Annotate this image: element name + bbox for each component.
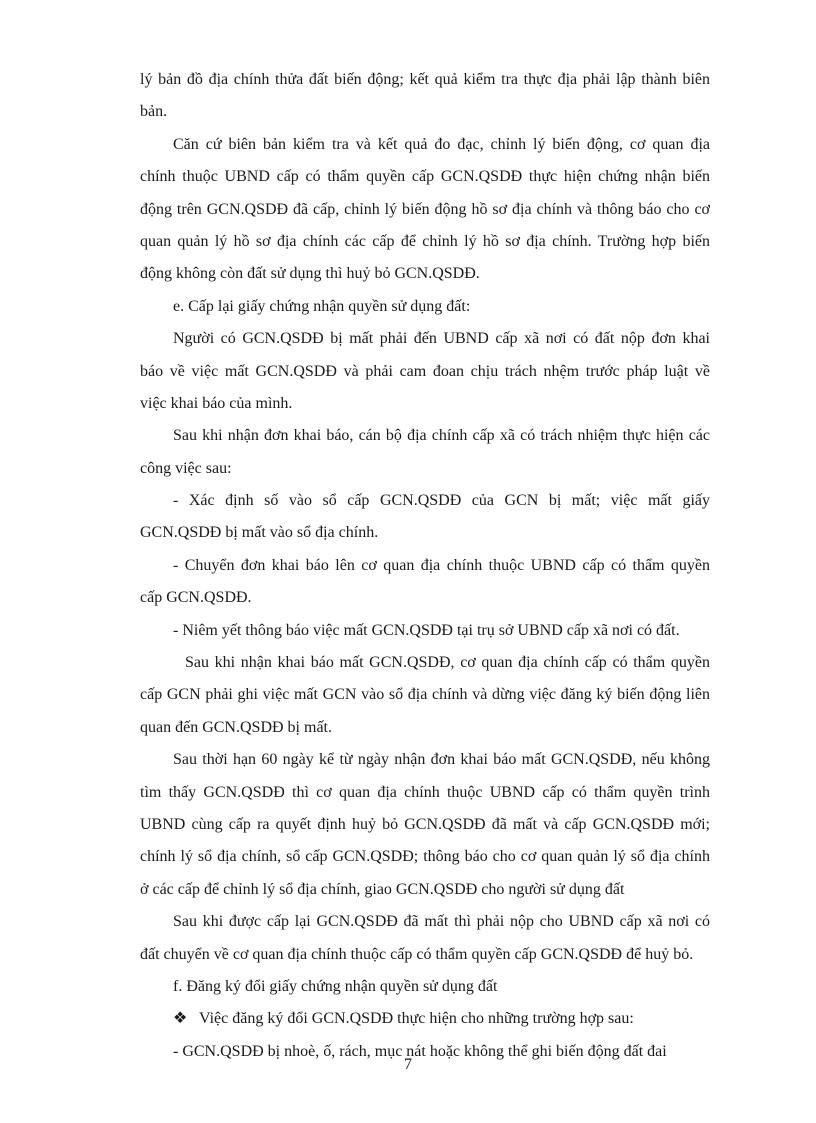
list-item-line: cấp GCN.QSDĐ. (140, 589, 252, 607)
paragraph-line: lý bản đồ địa chính thửa đất biến động; kết quả kiểm tra thực địa phải lập thành biên (140, 71, 710, 88)
paragraph-line: tìm thấy GCN.QSDĐ thì cơ quan địa chính thuộc UBND cấp có thẩm quyền trình (140, 783, 710, 801)
paragraph-line: quan đến GCN.QSDĐ bị mất. (140, 718, 332, 736)
paragraph-line: báo về việc mất GCN.QSDĐ và phải cam đoan chịu trách nhệm trước pháp luật về (140, 362, 710, 380)
paragraph-line: chính thuộc UBND cấp có thẩm quyền cấp GCN.QSDĐ thực hiện chứng nhận biến (140, 168, 710, 186)
paragraph-line: động trên GCN.QSDĐ đã cấp, chỉnh lý biến động hồ sơ địa chính và thông báo cho cơ (140, 200, 710, 218)
paragraph-line: Sau khi được cấp lại GCN.QSDĐ đã mất thì phải nộp cho UBND cấp xã nơi có (173, 913, 710, 931)
page-number: 7 (404, 1056, 412, 1073)
paragraph-line: ở các cấp để chỉnh lý sổ địa chính, giao GCN.QSDĐ cho người sử dụng đất (140, 880, 625, 898)
paragraph-line: bản. (140, 103, 168, 121)
bullet-text: Việc đăng ký đổi GCN.QSDĐ thực hiện cho những trường hợp sau: (199, 1010, 634, 1028)
document-body (140, 70, 710, 1074)
list-item-line: - Chuyển đơn khai báo lên cơ quan địa chính thuộc UBND cấp có thẩm quyền (173, 556, 710, 574)
list-item-line: GCN.QSDĐ bị mất vào sổ địa chính. (140, 524, 379, 542)
list-item-line: - Niêm yết thông báo việc mất GCN.QSDĐ tại trụ sở UBND cấp xã nơi có đất. (173, 621, 680, 639)
paragraph-line: Người có GCN.QSDĐ bị mất phải đến UBND cấp xã nơi có đất nộp đơn khai (173, 330, 710, 348)
paragraph-line: UBND cùng cấp ra quyết định huỷ bỏ GCN.QSDĐ đã mất và cấp GCN.QSDĐ mới; (140, 815, 710, 833)
section-heading-f: f. Đăng ký đổi giấy chứng nhận quyền sử dụng đất (173, 977, 498, 995)
paragraph-line: Sau khi nhận đơn khai báo, cán bộ địa chính cấp xã có trách nhiệm thực hiện các (173, 427, 710, 445)
paragraph-line: Sau thời hạn 60 ngày kể từ ngày nhận đơn khai báo mất GCN.QSDĐ, nếu không (173, 751, 710, 769)
bullet-line (140, 1009, 710, 1041)
section-heading-e: e. Cấp lại giấy chứng nhận quyền sử dụng đất: (173, 297, 471, 315)
paragraph-line: quan quản lý hồ sơ địa chính các cấp để chỉnh lý hồ sơ địa chính. Trường hợp biến (140, 232, 710, 250)
paragraph-line: công việc sau: (140, 459, 232, 477)
paragraph-line: chính lý sổ địa chính, sổ cấp GCN.QSDĐ; thông báo cho cơ quan quản lý sổ địa chính (140, 848, 710, 866)
list-item-line: - GCN.QSDĐ bị nhoè, ố, rách, mục nát hoặc không thể ghi biến động đất đai (173, 1042, 667, 1060)
paragraph-line: Sau khi nhận khai báo mất GCN.QSDĐ, cơ quan địa chính cấp có thẩm quyền (185, 654, 710, 672)
list-item-line: - Xác định số vào sổ cấp GCN.QSDĐ của GCN bị mất; việc mất giấy (173, 492, 710, 510)
paragraph-line: động không còn đất sử dụng thì huỷ bỏ GCN.QSDĐ. (140, 265, 480, 283)
paragraph-line: việc khai báo của mình. (140, 394, 293, 412)
paragraph-line: đất chuyển về cơ quan địa chính thuộc cấp có thẩm quyền cấp GCN.QSDĐ để huỷ bỏ. (140, 945, 694, 963)
paragraph-line: cấp GCN phải ghi việc mất GCN vào sổ địa chính và dừng việc đăng ký biến động liên (140, 686, 710, 704)
paragraph-line: Căn cứ biên bản kiểm tra và kết quả đo đạc, chỉnh lý biến động, cơ quan địa (173, 135, 710, 153)
diamond-bullet-icon: ❖ (173, 1010, 188, 1028)
